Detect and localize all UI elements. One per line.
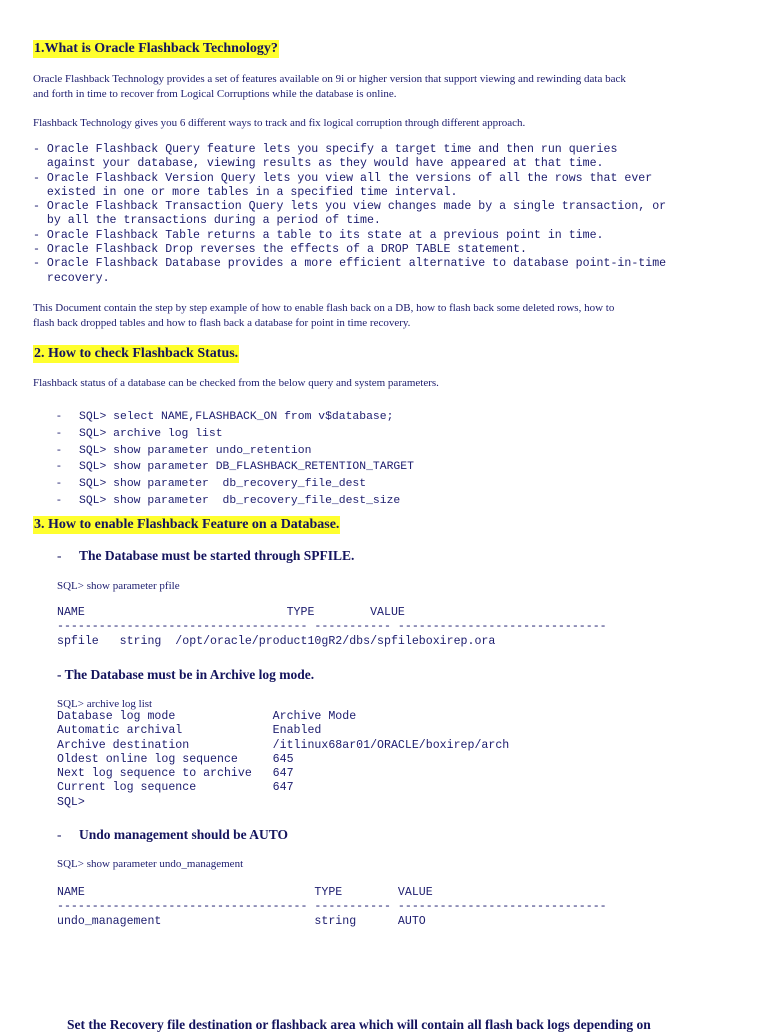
section1-doc-line2: flash back dropped tables and how to flash back a database for point in time recovery. xyxy=(33,317,411,329)
undo-title: Undo management should be AUTO xyxy=(79,827,289,842)
spfile-output: NAME TYPE VALUE ------------------------------------ ----------- ------------------------------ spfile string /opt/oracle/product10gR2/dbs/spfileboxirep.ora xyxy=(57,606,607,648)
bullet-dash: - xyxy=(57,410,61,422)
bullet-dash: - xyxy=(57,493,61,506)
archive-command: SQL> archive log list xyxy=(57,698,153,710)
list-item: - SQL> show parameter undo_retention xyxy=(57,443,312,457)
bullet-dash: - xyxy=(57,548,62,563)
list-item: - SQL> show parameter DB_FLASHBACK_RETENTION_TARGET xyxy=(57,460,414,474)
archive-output: Database log mode Archive Mode Automatic archival Enabled Archive destination /itlinux68ar01/ORACLE/boxirep/arch Oldest online log sequence 645 Next log sequence to archive 647 Current log sequence 647 SQL> xyxy=(57,710,510,809)
spfile-title: The Database must be started through SPFILE. xyxy=(79,548,355,563)
bullet-dash: - xyxy=(57,443,61,456)
undo-step xyxy=(57,826,288,843)
section2-heading: 2. How to check Flashback Status. xyxy=(34,346,239,361)
section1-intro-line1: Oracle Flashback Technology provides a set of features available on 9i or higher version that support viewing and rewinding data back xyxy=(33,73,626,85)
undo-output: NAME TYPE VALUE ------------------------------------ ----------- ------------------------------ undo_management string AUTO xyxy=(57,886,607,928)
spfile-step xyxy=(57,547,354,564)
section2-command-list xyxy=(57,409,414,510)
cut-off-line: Set the Recovery file destination or flashback area which will contain all flash back logs depending on xyxy=(67,1017,651,1032)
list-item: - SQL> show parameter db_recovery_file_dest_size xyxy=(57,493,401,507)
list-item: - SQL> show parameter db_recovery_file_dest xyxy=(57,477,367,491)
section1-heading: 1.What is Oracle Flashback Technology? xyxy=(34,41,278,56)
list-item: - SQL> archive log list xyxy=(57,426,223,440)
section1-ways: Flashback Technology gives you 6 different ways to track and fix logical corruption through different approach. xyxy=(33,117,526,129)
bullet-dash: - xyxy=(57,460,61,473)
spfile-command: SQL> show parameter pfile xyxy=(57,580,180,592)
section1-intro xyxy=(33,72,733,102)
section1-doc xyxy=(33,301,733,331)
archive-title: - The Database must be in Archive log mode. xyxy=(57,667,315,682)
list-item: - SQL> select NAME,FLASHBACK_ON from v$database; xyxy=(57,410,394,423)
section1-doc-line1: This Document contain the step by step example of how to enable flash back on a DB, how to flash back some deleted rows, how to xyxy=(33,302,615,314)
bullet-dash: - xyxy=(57,827,62,842)
section3-heading: 3. How to enable Flashback Feature on a Database. xyxy=(34,517,340,532)
undo-command: SQL> show parameter undo_management xyxy=(57,858,244,870)
section1-intro-line2: and forth in time to recover from Logical Corruptions while the database is online. xyxy=(33,88,397,100)
bullet-dash: - xyxy=(57,477,61,490)
bullet-dash: - xyxy=(57,426,61,439)
section1-features: - Oracle Flashback Query feature lets you specify a target time and then run queries against your database, viewing results as they would have appeared at that time. - Oracle Flashback Version Query lets you view all the versions of all the rows that ever existed in one or more tables in a specified time interval. - Oracle Flashback Transaction Query lets you view changes made by a single transaction, or by all the transactions during a period of time. - Oracle Flashback Table returns a table to its state at a previous point in time. - Oracle Flashback Drop reverses the effects of a DROP TABLE statement. - Oracle Flashback Database provides a more efficient alternative to database point-in-time recovery. xyxy=(33,143,667,285)
section2-intro: Flashback status of a database can be checked from the below query and system parameters. xyxy=(33,377,439,389)
